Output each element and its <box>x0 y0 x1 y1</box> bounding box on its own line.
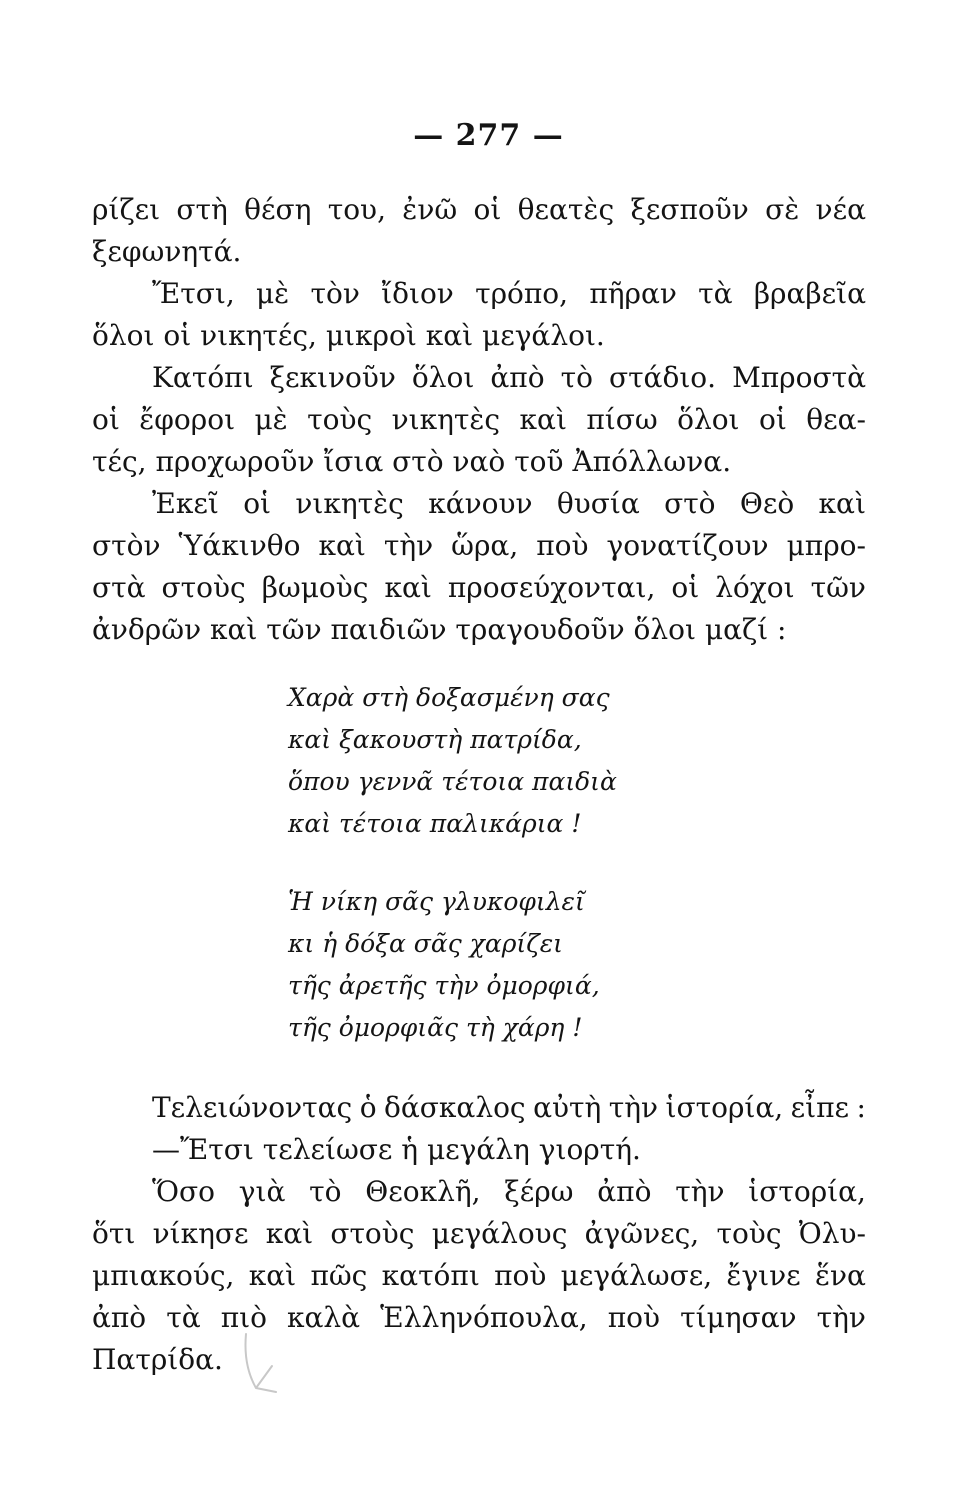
page-number: — 277 — <box>413 118 564 153</box>
word: Ἔτσι, <box>152 277 235 310</box>
word: Τελειώνοντας <box>152 1091 353 1124</box>
word: ἔφοροι <box>139 403 236 436</box>
word: Ἑλληνόπουλα, <box>380 1301 588 1334</box>
word: τὸ <box>560 361 593 394</box>
word: στοὺς <box>161 571 246 604</box>
word: ἐνῶ <box>402 193 458 226</box>
word: ὁ <box>359 1091 377 1124</box>
word: τὰ <box>166 1301 201 1334</box>
word: Ἐκεῖ <box>152 487 219 520</box>
word: ποὺ <box>536 529 589 562</box>
text-line-content: τές, προχωροῦν ἴσια στὸ ναὸ τοῦ Ἀπόλλωνα. <box>92 445 732 478</box>
word: του, <box>327 193 386 226</box>
word: ἔγινε <box>726 1259 801 1292</box>
word: καὶ <box>818 487 866 520</box>
word: Ὀλυ- <box>798 1217 866 1250</box>
word: : <box>856 1091 866 1124</box>
word: νικητὲς <box>295 487 404 520</box>
word: ὅτι <box>92 1217 136 1250</box>
word: μπρο- <box>786 529 866 562</box>
text-line <box>92 232 866 272</box>
word: καὶ <box>265 1217 314 1250</box>
word: τὴν <box>675 1175 725 1208</box>
word: θυσία <box>556 487 640 520</box>
word: κάνουν <box>428 487 533 520</box>
word: ξέρω <box>504 1175 574 1208</box>
word: δάσκαλος <box>384 1091 526 1124</box>
text-line-content: ὅλοι οἱ νικητές, μικροὶ καὶ μεγάλοι. <box>92 319 605 352</box>
word: ὅλοι <box>411 361 475 394</box>
word: Κατόπι <box>152 361 254 394</box>
word: γιὰ <box>238 1175 286 1208</box>
word: πιὸ <box>220 1301 267 1334</box>
word: ρίζει <box>92 193 161 226</box>
word: Θεὸ <box>739 487 795 520</box>
word: αὐτὴ <box>533 1091 602 1124</box>
verse-line: Χαρὰ στὴ δοξασμένη σας <box>288 683 610 712</box>
text-line-content: ξεφωνητά. <box>92 235 242 268</box>
word: τὰ <box>698 277 733 310</box>
word: Ὅσο <box>152 1175 215 1208</box>
word: μεγάλωσε, <box>560 1259 713 1292</box>
word: οἱ <box>473 193 502 226</box>
text-line <box>152 1172 866 1212</box>
verse-line: τῆς ὀμορφιᾶς τὴ χάρη ! <box>288 1013 583 1042</box>
word: ἴδιον <box>381 277 454 310</box>
word: τρόπο, <box>475 277 569 310</box>
word: θεατὲς <box>517 193 615 226</box>
word: βωμοὺς <box>261 571 369 604</box>
word: καὶ <box>519 403 567 436</box>
verse-line: τῆς ἀρετῆς τὴν ὀμορφιά, <box>288 971 600 1000</box>
word: μπιακούς, <box>92 1259 235 1292</box>
word: τὸν <box>310 277 360 310</box>
word: καὶ <box>248 1259 297 1292</box>
verse-line: ὅπου γεννᾶ τέτοια παιδιὰ <box>288 767 617 796</box>
word: κατόπι <box>381 1259 480 1292</box>
word: Θεοκλῆ, <box>365 1175 481 1208</box>
word: νέα <box>815 193 866 226</box>
text-line <box>92 442 866 482</box>
word: ἱστορία, <box>665 1091 784 1124</box>
word: ἱστορία, <box>748 1175 866 1208</box>
text-line <box>92 1256 866 1296</box>
word: στὸν <box>92 529 161 562</box>
word: οἱ <box>243 487 272 520</box>
word: βραβεῖα <box>753 277 866 310</box>
word: ποὺ <box>607 1301 661 1334</box>
word: στὰ <box>92 571 146 604</box>
text-line <box>92 400 866 440</box>
word: τοὺς <box>716 1217 782 1250</box>
text-line-content: Πατρίδα. <box>92 1343 223 1376</box>
word: ξεκινοῦν <box>269 361 396 394</box>
word: νίκησε <box>152 1217 249 1250</box>
word: γονατίζουν <box>606 529 769 562</box>
word: ἀπὸ <box>490 361 545 394</box>
word: τίμησαν <box>680 1301 797 1334</box>
word: Ὑάκινθο <box>178 529 301 562</box>
word: μὲ <box>255 277 290 310</box>
word: ὅλοι <box>677 403 740 436</box>
word: ἀπὸ <box>597 1175 652 1208</box>
pencil-mark-icon <box>232 1326 292 1396</box>
word: μὲ <box>254 403 288 436</box>
word: τῶν <box>810 571 866 604</box>
word: στοὺς <box>330 1217 415 1250</box>
word: νικητὲς <box>391 403 501 436</box>
verse-line: κι ἡ δόξα σᾶς χαρίζει <box>288 929 563 958</box>
word: τὴν <box>383 529 434 562</box>
text-line <box>92 1298 866 1338</box>
text-line <box>92 1340 223 1380</box>
word: τὴν <box>608 1091 659 1124</box>
word: πῶς <box>310 1259 368 1292</box>
word: στάδιο. <box>608 361 717 394</box>
text-line <box>152 1088 866 1128</box>
text-line <box>152 274 866 314</box>
word: ποὺ <box>494 1259 547 1292</box>
word: τοὺς <box>307 403 373 436</box>
text-line <box>152 358 866 398</box>
word: ἀπὸ <box>92 1301 147 1334</box>
text-line <box>152 484 866 524</box>
word: θεα- <box>806 403 866 436</box>
word: οἱ <box>671 571 700 604</box>
word: Μπροστὰ <box>732 361 866 394</box>
word: οἱ <box>92 403 120 436</box>
word: μεγάλους <box>431 1217 568 1250</box>
text-line-content: —Ἔτσι τελείωσε ἡ μεγάλη γιορτή. <box>152 1133 641 1166</box>
text-line <box>92 568 866 608</box>
text-line-content: ἀνδρῶν καὶ τῶν παιδιῶν τραγουδοῦν ὅλοι μαζί : <box>92 613 787 646</box>
word: καλὰ <box>287 1301 361 1334</box>
text-line <box>92 1214 866 1254</box>
word: στὸ <box>664 487 716 520</box>
word: καὶ <box>384 571 432 604</box>
word: λόχοι <box>715 571 795 604</box>
verse-line: καὶ ξακουστὴ πατρίδα, <box>288 725 582 754</box>
text-line <box>152 1130 866 1170</box>
word: οἱ <box>758 403 787 436</box>
word: εἶπε <box>790 1091 850 1124</box>
text-line <box>92 316 866 356</box>
word: ἀγῶνες, <box>584 1217 700 1250</box>
word: καὶ <box>318 529 366 562</box>
word: προσεύχονται, <box>447 571 656 604</box>
word: ξεσποῦν <box>630 193 749 226</box>
word: πίσω <box>586 403 658 436</box>
text-line <box>92 526 866 566</box>
word: στὴ <box>176 193 228 226</box>
word: ὥρα, <box>451 529 519 562</box>
word: τὸ <box>309 1175 342 1208</box>
word: σὲ <box>765 193 800 226</box>
word: ἕνα <box>814 1259 866 1292</box>
verse-line: Ἡ νίκη σᾶς γλυκοφιλεῖ <box>288 887 585 916</box>
text-line <box>92 610 866 650</box>
verse-line: καὶ τέτοια παλικάρια ! <box>288 809 582 838</box>
text-line <box>92 190 866 230</box>
word: τὴν <box>816 1301 866 1334</box>
word: θέση <box>244 193 312 226</box>
word: πῆραν <box>589 277 677 310</box>
